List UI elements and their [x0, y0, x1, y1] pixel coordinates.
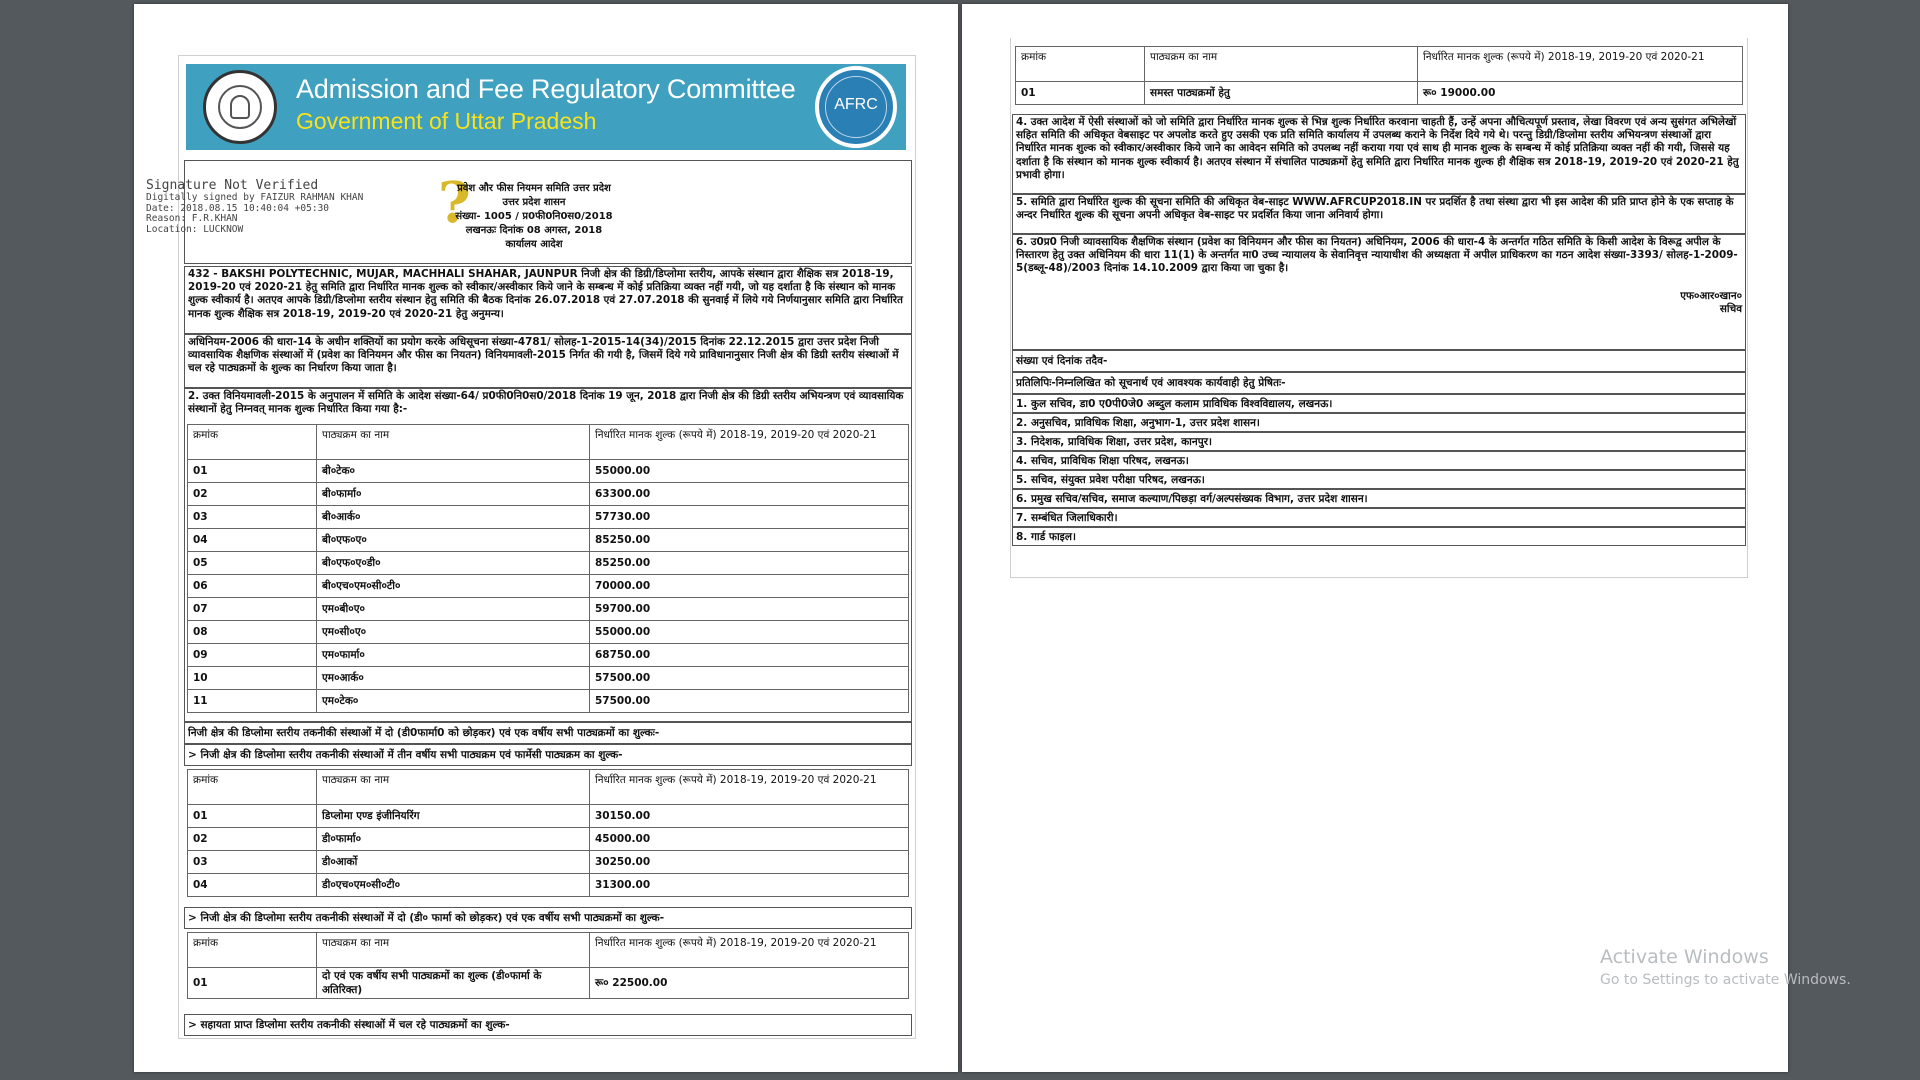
diploma-two-year-note: निजी क्षेत्र की डिप्लोमा स्तरीय तकनीकी संस्थाओं में दो (डी0फार्मा0 को छोड़कर) एवं एक वर्षीय सभी पाठ्यक्रमों का शुल्कः-	[188, 727, 660, 739]
table-row	[188, 621, 909, 644]
signature-line: Reason: F.R.KHAN	[146, 213, 238, 224]
heading-line: उत्तर प्रदेश शासन	[502, 197, 566, 208]
document-page-1	[134, 4, 958, 1072]
recipient-item: 5. सचिव, संयुक्त प्रवेश परीक्षा परिषद, लखनऊ।	[1016, 474, 1205, 486]
banner-title: Admission and Fee Regulatory Committee	[296, 74, 796, 104]
cell-sno: 06	[188, 575, 317, 598]
table-row	[188, 874, 909, 897]
table-row	[188, 483, 909, 506]
cell-sno: 01	[1016, 82, 1145, 105]
cell-sno: 08	[188, 621, 317, 644]
cell-course: डी०एच०एम०सी०टी०	[317, 874, 590, 897]
paragraph-2: अधिनियम-2006 की धारा-14 के अधीन शक्तियों का प्रयोग करके अधिसूचना संख्या-4781/ सोलह-1-2015-14(34)/2015 दिनांक 22.12.2015 द्वारा उत्तर प्रदेश निजी व्यावसायिक शैक्षणिक संस्थाओं में (प्रवेश का विनियमन और फीस का नियतन) विनियमावली-2015 निर्गत की गयी है, जिसमें दिये गये प्राविधानानुसार निजी क्षेत्र की डिग्री स्तरीय संस्थाओं में चल रहे पाठ्यक्रमों के शुल्क का निर्धारण किया जाता है।	[188, 336, 899, 375]
cell-fee: 57500.00	[590, 667, 909, 690]
recipient-item: 8. गार्ड फाइल।	[1016, 531, 1076, 543]
sankhya-box	[1012, 350, 1746, 372]
cell-course: समस्त पाठ्यक्रमों हेतु	[1145, 82, 1418, 105]
cell-sno: 10	[188, 667, 317, 690]
col-header-fee: निर्धारित मानक शुल्क (रूपये में) 2018-19, 2019-20 एवं 2020-21	[1418, 47, 1743, 82]
table-row	[188, 968, 909, 999]
col-header-sno: क्रमांक	[1016, 47, 1145, 82]
paragraph-3: 2. उक्त विनियमावली-2015 के अनुपालन में समिति के आदेश संख्या-64/ प्र0फी0नि0स0/2018 दिनांक 19 जून, 2018 द्वारा निजी क्षेत्र की डिग्री स्तरीय अभियन्त्रण एवं व्यावसायिक संस्थानों हेतु निम्नवत् मानक शुल्क निर्धारित किया गया है:-	[188, 390, 904, 416]
watermark-title: Activate Windows	[1600, 946, 1769, 968]
cell-sno: 05	[188, 552, 317, 575]
paragraph-5: 5. समिति द्वारा निर्धारित शुल्क की सूचना समिति की अधिकृत वेब-साइट WWW.AFRCUP2018.IN पर प्रदर्शित है तथा संस्था द्वारा भी इस आदेश की प्रति प्राप्त होने के एक सप्ताह के अन्दर निर्धारित शुल्क की सूचना अपनी अधिकृत वेब-साइट पर प्रदर्शित किया जाना अनिवार्य होगा।	[1016, 196, 1734, 222]
cell-sno: 02	[188, 483, 317, 506]
recipient-box	[1012, 527, 1746, 546]
diploma-fee-table	[187, 769, 909, 897]
cell-course: बी०एफ०ए०डी०	[317, 552, 590, 575]
signature-line: Date: 2018.08.15 10:40:04 +05:30	[146, 202, 330, 214]
table-row	[188, 529, 909, 552]
heading-line: कार्यालय आदेश	[505, 239, 563, 250]
document-page-2	[962, 4, 1788, 1072]
table-row	[188, 598, 909, 621]
table-row	[188, 644, 909, 667]
cell-sno: 03	[188, 851, 317, 874]
diploma-short-course-note: > निजी क्षेत्र की डिप्लोमा स्तरीय तकनीकी संस्थाओं में दो (डी० फार्मा को छोड़कर) एवं एक वर्षीय सभी पाठ्यक्रमों का शुल्क-	[188, 912, 665, 924]
col-header-course: पाठ्यक्रम का नाम	[317, 770, 590, 805]
signatory-title: सचिव	[1719, 303, 1742, 316]
col-header-course: पाठ्यक्रम का नाम	[1145, 47, 1418, 82]
recipient-item: 6. प्रमुख सचिव/सचिव, समाज कल्याण/पिछड़ा वर्ग/अल्पसंख्यक विभाग, उत्तर प्रदेश शासन।	[1016, 493, 1368, 505]
afrc-banner	[186, 64, 906, 150]
col-header-course: पाठ्यक्रम का नाम	[317, 933, 590, 968]
cell-sno: 04	[188, 529, 317, 552]
degree-fee-table	[187, 424, 909, 713]
signatory-block	[1522, 290, 1742, 316]
table-row	[188, 552, 909, 575]
cell-fee: 30250.00	[590, 851, 909, 874]
order-heading	[434, 182, 634, 252]
table-row	[188, 805, 909, 828]
cell-sno: 09	[188, 644, 317, 667]
table-row	[1016, 82, 1743, 105]
cell-sno: 01	[188, 968, 317, 999]
col-header-fee: निर्धारित मानक शुल्क (रूपये में) 2018-19, 2019-20 एवं 2020-21	[590, 770, 909, 805]
cell-fee: 30150.00	[590, 805, 909, 828]
up-government-emblem-icon	[203, 70, 277, 144]
cell-sno: 01	[188, 460, 317, 483]
afrc-logo-icon: AFRC	[815, 66, 897, 148]
watermark-subtitle: Go to Settings to activate Windows.	[1600, 972, 1851, 988]
sankhya-line: संख्या एवं दिनांक तदैव-	[1016, 355, 1108, 367]
banner-subtitle: Government of Uttar Pradesh	[296, 108, 597, 134]
recipient-item: 4. सचिव, प्राविधिक शिक्षा परिषद, लखनऊ।	[1016, 455, 1189, 467]
cell-sno: 07	[188, 598, 317, 621]
col-header-fee: निर्धारित मानक शुल्क (रूपये में) 2018-19, 2019-20 एवं 2020-21	[590, 425, 909, 460]
cell-fee: 57730.00	[590, 506, 909, 529]
cell-sno: 11	[188, 690, 317, 713]
recipient-item: 1. कुल सचिव, डा0 ए0पी0जे0 अब्दुल कलाम प्राविधिक विश्वविद्यालय, लखनऊ।	[1016, 398, 1333, 410]
cell-course: डिप्लोमा एण्ड इंजीनियरिंग	[317, 805, 590, 828]
cell-course: एम०फार्मा०	[317, 644, 590, 667]
col-header-course: पाठ्यक्रम का नाम	[317, 425, 590, 460]
cell-fee: 59700.00	[590, 598, 909, 621]
cell-fee: 63300.00	[590, 483, 909, 506]
aided-fee-table	[1015, 46, 1743, 105]
col-header-sno: क्रमांक	[188, 425, 317, 460]
cell-course: एम०सी०ए०	[317, 621, 590, 644]
cell-course: डी०आर्को	[317, 851, 590, 874]
digital-signature-block	[146, 178, 363, 235]
cell-fee: 85250.00	[590, 552, 909, 575]
paragraph-4: 4. उक्त आदेश में ऐसी संस्थाओं को जो समिति द्वारा निर्धारित मानक शुल्क से भिन्न शुल्क निर्धारित करवाना चाहती हैं, उन्हें अपना औचित्यपूर्ण प्रस्ताव, लेखा विवरण एवं अन्य सुसंगत अभिलेखों सहित समिति की अधिकृत वेबसाइट पर अपलोड करते हुए उसकी एक प्रति समिति कार्यालय में उपलब्ध कराने के निर्देश दिये गये थे। परन्तु डिग्री/डिप्लोमा स्तरीय अभियन्त्रण संस्थाओं द्वारा निर्धारित मानक शुल्क को स्वीकार/अस्वीकार किये जाने का आवेदन समिति को उपलब्ध नहीं कराया गया एवं साथ ही मानक शुल्क के सम्बन्ध में कोई प्रतिक्रिया व्यक्त नहीं की गयी, जिससे यह दर्शाता है कि संस्थान को मानक शुल्क स्वीकार्य है। अतएव संस्थान में संचालित पाठ्यक्रमों हेतु समिति द्वारा निर्धारित मानक शुल्क ही शैक्षिक सत्र 2018-19, 2019-20 एवं 2020-21 हेतु प्रभावी होगा।	[1016, 116, 1739, 181]
heading-line: प्रवेश और फीस नियमन समिति उत्तर प्रदेश	[457, 183, 611, 194]
cell-fee: रू० 22500.00	[590, 968, 909, 999]
cell-sno: 01	[188, 805, 317, 828]
windows-activation-watermark	[1600, 946, 1851, 988]
paragraph-6: 6. उ0प्र0 निजी व्यावसायिक शैक्षणिक संस्थान (प्रवेश का विनियमन और फीस का नियतन) अधिनियम, 2006 की धारा-4 के अन्तर्गत गठित समिति के किसी आदेश के विरूद्व अपील के निस्तारण हेतु उक्त अधिनियम की धारा 11(1) के अन्तर्गत मा0 उच्च न्यायालय के सेवानिवृत्त न्यायाधीश की अध्यक्षता में अपील प्राधिकरण का गठन आदेश संख्या-3393/ सोलह-1-2009-5(डब्लू-48)/2003 दिनांक 14.10.2009 द्वारा किया जा चुका है।	[1016, 236, 1738, 275]
diploma-three-year-note: > निजी क्षेत्र की डिप्लोमा स्तरीय तकनीकी संस्थाओं में तीन वर्षीय सभी पाठ्यक्रम एवं फार्मेसी पाठ्यक्रम का शुल्क-	[188, 749, 623, 761]
cell-fee: 45000.00	[590, 828, 909, 851]
cell-fee: 70000.00	[590, 575, 909, 598]
cell-course: दो एवं एक वर्षीय सभी पाठ्यक्रमों का शुल्क (डी०फार्मा के अतिरिक्त)	[317, 968, 590, 999]
cell-course: बी०एच०एम०सी०टी०	[317, 575, 590, 598]
short-course-fee-table	[187, 932, 909, 999]
cell-course: एम०बी०ए०	[317, 598, 590, 621]
cell-course: एम०आर्क०	[317, 667, 590, 690]
table-row	[188, 460, 909, 483]
cell-fee: 57500.00	[590, 690, 909, 713]
aided-diploma-note: > सहायता प्राप्त डिप्लोमा स्तरीय तकनीकी संस्थाओं में चल रहे पाठ्यक्रमों का शुल्क-	[188, 1019, 510, 1031]
signature-line: Digitally signed by FAIZUR RAHMAN KHAN	[146, 192, 364, 203]
recipient-box	[1012, 508, 1746, 527]
cell-fee: 85250.00	[590, 529, 909, 552]
cell-fee: रू० 19000.00	[1418, 82, 1743, 105]
paragraph-1: 432 - BAKSHI POLYTECHNIC, MUJAR, MACHHALI SHAHAR, JAUNPUR निजी क्षेत्र की डिग्री/डिप्लोमा स्तरीय, आपके संस्थान द्वारा शैक्षिक सत्र 2018-19, 2019-20 एवं 2020-21 हेतु समिति द्वारा निर्धारित मानक शुल्क को स्वीकार/अस्वीकार किये जाने के सम्बन्ध में कोई प्रतिक्रिया व्यक्त नहीं गयी, जो यह दर्शाता है कि संस्थान को मानक शुल्क स्वीकार्य है। अतएव आपके डिग्री/डिप्लोमा स्तरीय संस्थान हेतु समिति की बैठक दिनांक 26.07.2018 एवं 27.07.2018 की सुनवाई में लिये गये निर्णयानुसार समिति द्वारा निर्धारित मानक शुल्क शैक्षिक सत्र 2018-19, 2019-20 एवं 2020-21 हेतु अनुमन्य।	[188, 268, 903, 320]
cell-sno: 03	[188, 506, 317, 529]
cell-course: बी०टेक०	[317, 460, 590, 483]
cell-sno: 04	[188, 874, 317, 897]
table-row	[188, 828, 909, 851]
table-row	[188, 506, 909, 529]
cell-course: एम०टेक०	[317, 690, 590, 713]
signatory-name: एफ०आर०खान०	[1680, 290, 1742, 302]
signature-line: Location: LUCKNOW	[146, 223, 244, 235]
recipient-item: 2. अनुसचिव, प्राविधिक शिक्षा, अनुभाग-1, उत्तर प्रदेश शासन।	[1016, 417, 1260, 429]
table-row	[188, 851, 909, 874]
signature-unverified-icon: ?	[438, 170, 471, 236]
cell-fee: 55000.00	[590, 460, 909, 483]
recipient-item: 7. सम्बंधित जिलाधिकारी।	[1016, 512, 1118, 524]
heading-line: संख्या- 1005 / प्र0फी0नि0स0/2018	[455, 211, 613, 222]
col-header-fee: निर्धारित मानक शुल्क (रूपये में) 2018-19, 2019-20 एवं 2020-21	[590, 933, 909, 968]
table-row	[188, 575, 909, 598]
table-row	[188, 667, 909, 690]
cell-course: डी०फार्मा०	[317, 828, 590, 851]
copy-to-heading: प्रतिलिपिः-निम्नलिखित को सूचनार्थ एवं आवश्यक कार्यवाही हेतु प्रेषितः-	[1016, 377, 1286, 389]
cell-fee: 68750.00	[590, 644, 909, 667]
cell-fee: 31300.00	[590, 874, 909, 897]
cell-fee: 55000.00	[590, 621, 909, 644]
cell-sno: 02	[188, 828, 317, 851]
cell-course: बी०एफ०ए०	[317, 529, 590, 552]
signature-status: Signature Not Verified	[146, 178, 319, 193]
recipient-item: 3. निदेशक, प्राविधिक शिक्षा, उत्तर प्रदेश, कानपुर।	[1016, 436, 1212, 448]
cell-course: बी०फार्मा०	[317, 483, 590, 506]
col-header-sno: क्रमांक	[188, 933, 317, 968]
table-row	[188, 690, 909, 713]
heading-line: लखनऊः दिनांक 08 अगस्त, 2018	[465, 225, 603, 236]
col-header-sno: क्रमांक	[188, 770, 317, 805]
cell-course: बी०आर्क०	[317, 506, 590, 529]
